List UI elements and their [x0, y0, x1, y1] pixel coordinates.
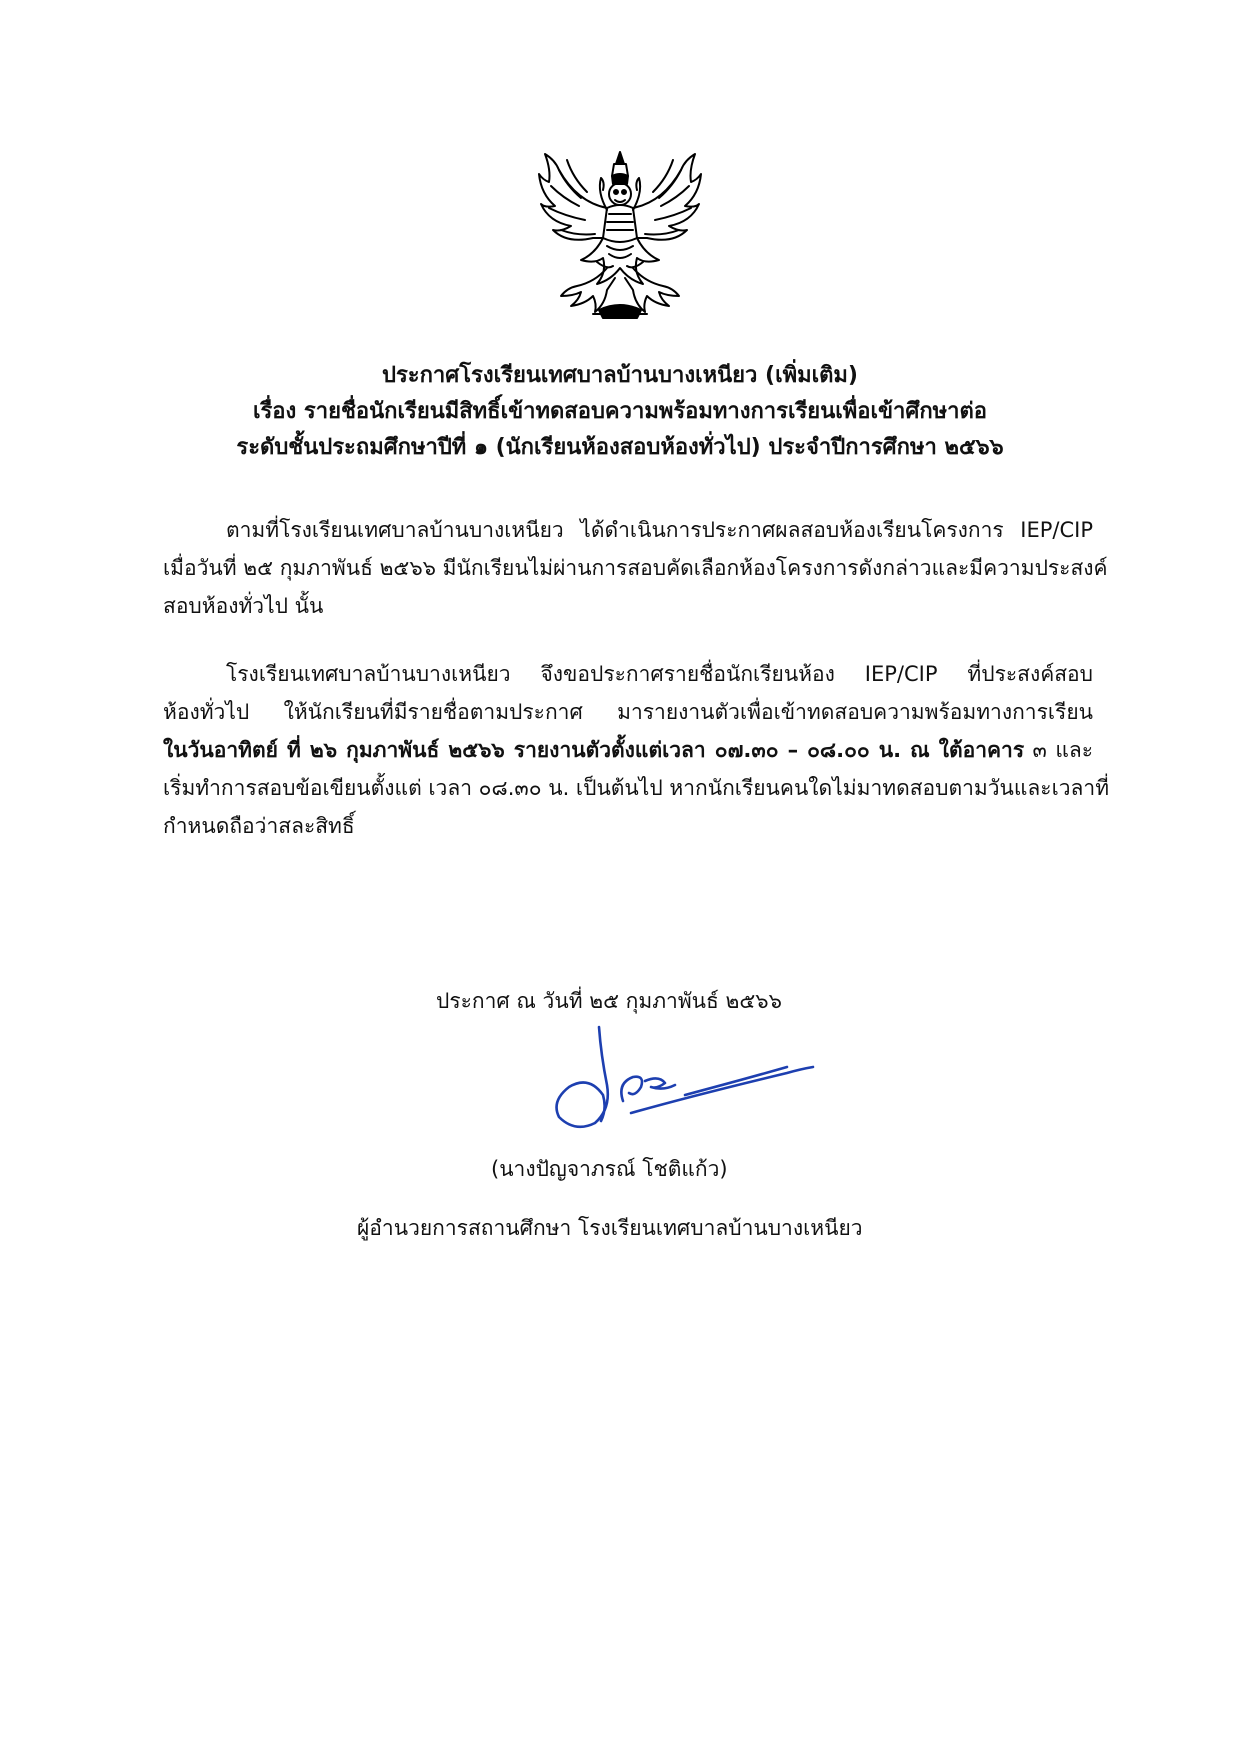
- paragraph-2-line-4: เริ่มทำการสอบข้อเขียนตั้งแต่ เวลา ๐๘.๓๐ น. เป็นต้นไป หากนักเรียนคนใดไม่มาทดสอบตามวันและเวลาที่: [163, 776, 1110, 800]
- announcement-title: [180, 358, 1060, 466]
- paragraph-2-line-3: [163, 731, 1093, 769]
- signer-position: ผู้อำนวยการสถานศึกษา โรงเรียนเทศบาลบ้านบางเหนียว: [357, 1216, 863, 1240]
- body-paragraph-2: [163, 655, 1110, 845]
- exam-location-text: ๓ และ: [1024, 738, 1094, 762]
- paragraph-2-line-2: ห้องทั่วไป ให้นักเรียนที่มีรายชื่อตามประกาศ มารายงานตัวเพื่อเข้าทดสอบความพร้อมทางการเรียน: [163, 700, 1093, 724]
- paragraph-2-line-1: โรงเรียนเทศบาลบ้านบางเหนียว จึงขอประกาศรายชื่อนักเรียนห้อง IEP/CIP ที่ประสงค์สอบ: [226, 662, 1093, 686]
- paragraph-2-line-5: กำหนดถือว่าสละสิทธิ์: [163, 814, 355, 838]
- signer-name: (นางปัญจาภรณ์ โชติแก้ว): [491, 1157, 728, 1181]
- garuda-emblem-icon: [537, 150, 703, 320]
- exam-date-time-bold: ในวันอาทิตย์ ที่ ๒๖ กุมภาพันธ์ ๒๕๖๖ รายงานตัวตั้งแต่เวลา ๐๗.๓๐ – ๐๘.๐๐ น. ณ ใต้อาคาร: [163, 738, 1025, 762]
- paragraph-1-line-2: เมื่อวันที่ ๒๕ กุมภาพันธ์ ๒๕๖๖ มีนักเรียนไม่ผ่านการสอบคัดเลือกห้องโครงการดังกล่าวและมีความประสงค์: [163, 556, 1108, 580]
- title-line-3: ระดับชั้นประถมศึกษาปีที่ ๑ (นักเรียนห้องสอบห้องทั่วไป) ประจำปีการศึกษา ๒๕๖๖: [236, 435, 1004, 460]
- announcement-date: ประกาศ ณ วันที่ ๒๕ กุมภาพันธ์ ๒๕๖๖: [436, 989, 782, 1013]
- title-line-1: ประกาศโรงเรียนเทศบาลบ้านบางเหนียว (เพิ่มเติม): [382, 363, 858, 388]
- paragraph-1-line-1: ตามที่โรงเรียนเทศบาลบ้านบางเหนียว ได้ดำเนินการประกาศผลสอบห้องเรียนโครงการ IEP/CIP: [226, 518, 1093, 542]
- handwritten-signature: [555, 1025, 845, 1135]
- title-line-2: เรื่อง รายชื่อนักเรียนมีสิทธิ์เข้าทดสอบความพร้อมทางการเรียนเพื่อเข้าศึกษาต่อ: [252, 399, 988, 424]
- body-paragraph-1: [163, 511, 1108, 625]
- paragraph-1-line-3: สอบห้องทั่วไป นั้น: [163, 594, 324, 618]
